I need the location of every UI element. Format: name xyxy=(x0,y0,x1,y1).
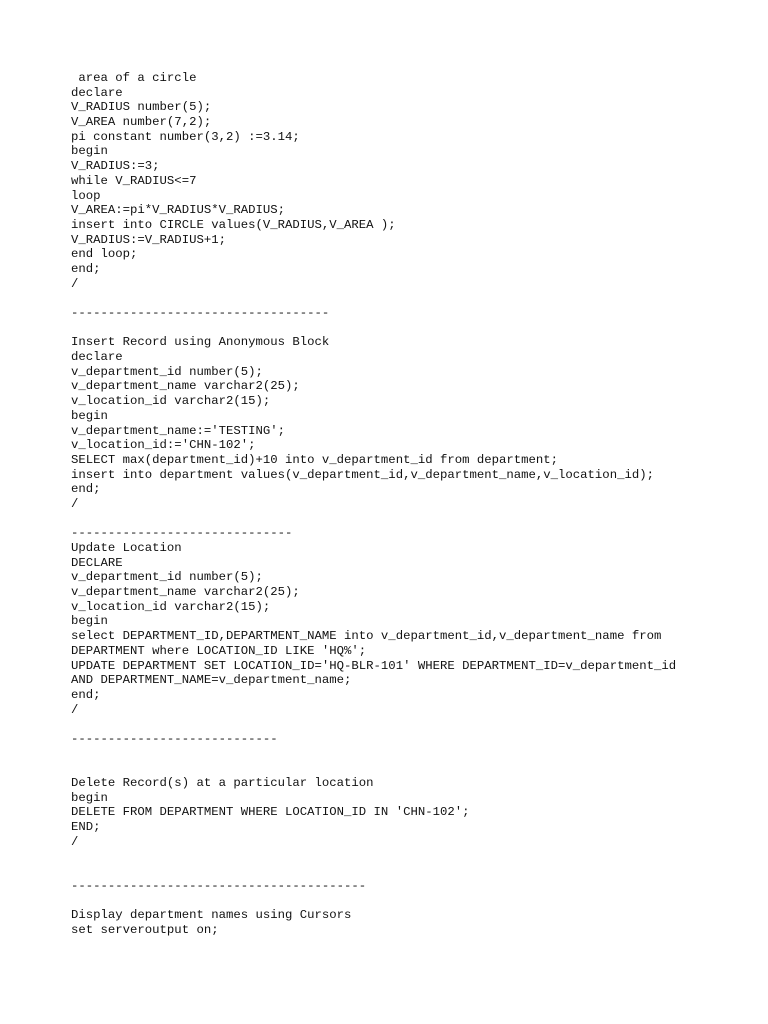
text-line: begin xyxy=(71,790,108,805)
text-line: DEPARTMENT where LOCATION_ID LIKE 'HQ%'; xyxy=(71,643,367,658)
text-line: insert into CIRCLE values(V_RADIUS,V_AREA ); xyxy=(71,217,396,232)
text-line: end; xyxy=(71,687,101,702)
text-line: declare xyxy=(71,350,123,365)
document-page xyxy=(71,71,751,938)
text-line: begin xyxy=(71,408,108,423)
text-line xyxy=(71,321,751,336)
text-line xyxy=(71,894,751,909)
text-line: loop xyxy=(71,188,101,203)
text-line: begin xyxy=(71,614,108,629)
text-line xyxy=(71,717,751,732)
section-heading: Insert Record using Anonymous Block xyxy=(71,335,330,350)
text-line: v_department_name:='TESTING'; xyxy=(71,423,286,438)
text-line: V_AREA:=pi*V_RADIUS*V_RADIUS; xyxy=(71,203,286,218)
text-line: v_department_name varchar2(25); xyxy=(71,379,300,394)
text-line xyxy=(71,291,751,306)
text-line xyxy=(71,512,751,527)
text-line: AND DEPARTMENT_NAME=v_department_name; xyxy=(71,673,352,688)
text-line: set serveroutput on; xyxy=(71,922,219,937)
text-line: while V_RADIUS<=7 xyxy=(71,173,197,188)
text-line: END; xyxy=(71,820,101,835)
text-line: V_RADIUS:=V_RADIUS+1; xyxy=(71,232,226,247)
text-line: begin xyxy=(71,144,108,159)
text-line: / xyxy=(71,276,79,291)
text-line: V_RADIUS number(5); xyxy=(71,100,212,115)
text-line: v_department_id number(5); xyxy=(71,364,263,379)
text-line: select DEPARTMENT_ID,DEPARTMENT_NAME into v_department_id,v_department_name from xyxy=(71,629,662,644)
divider-line: ---------------------------- xyxy=(71,731,278,746)
text-line: DELETE FROM DEPARTMENT WHERE LOCATION_ID IN 'CHN-102'; xyxy=(71,805,470,820)
text-line: end loop; xyxy=(71,247,138,262)
text-line: v_department_name varchar2(25); xyxy=(71,585,300,600)
text-line: DECLARE xyxy=(71,555,123,570)
text-line xyxy=(71,761,751,776)
text-line: v_location_id:='CHN-102'; xyxy=(71,438,256,453)
text-line xyxy=(71,747,751,762)
text-line: v_department_id number(5); xyxy=(71,570,263,585)
divider-line: ----------------------------------- xyxy=(71,306,330,320)
text-line: pi constant number(3,2) :=3.14; xyxy=(71,129,300,144)
text-line: end; xyxy=(71,261,101,276)
divider-line: ---------------------------------------- xyxy=(71,878,367,893)
text-line: / xyxy=(71,834,79,849)
section-heading: Update Location xyxy=(71,541,182,555)
text-line: V_AREA number(7,2); xyxy=(71,115,212,130)
text-line: UPDATE DEPARTMENT SET LOCATION_ID='HQ-BLR-101' WHERE DEPARTMENT_ID=v_department_id xyxy=(71,658,677,673)
text-line: / xyxy=(71,496,79,511)
text-line: v_location_id varchar2(15); xyxy=(71,394,271,409)
text-line xyxy=(71,864,751,879)
section-heading: Delete Record(s) at a particular location xyxy=(71,776,374,790)
text-line: insert into department values(v_department_id,v_department_name,v_location_id); xyxy=(71,467,654,482)
text-line: declare xyxy=(71,85,123,100)
text-line: / xyxy=(71,702,79,717)
text-line: v_location_id varchar2(15); xyxy=(71,599,271,614)
text-line xyxy=(71,849,751,864)
text-line: area of a circle xyxy=(71,71,197,85)
section-heading: Display department names using Cursors xyxy=(71,908,352,923)
divider-line: ------------------------------ xyxy=(71,526,293,541)
text-line: SELECT max(department_id)+10 into v_department_id from department; xyxy=(71,452,559,467)
text-line: V_RADIUS:=3; xyxy=(71,159,160,174)
text-line: end; xyxy=(71,482,101,497)
